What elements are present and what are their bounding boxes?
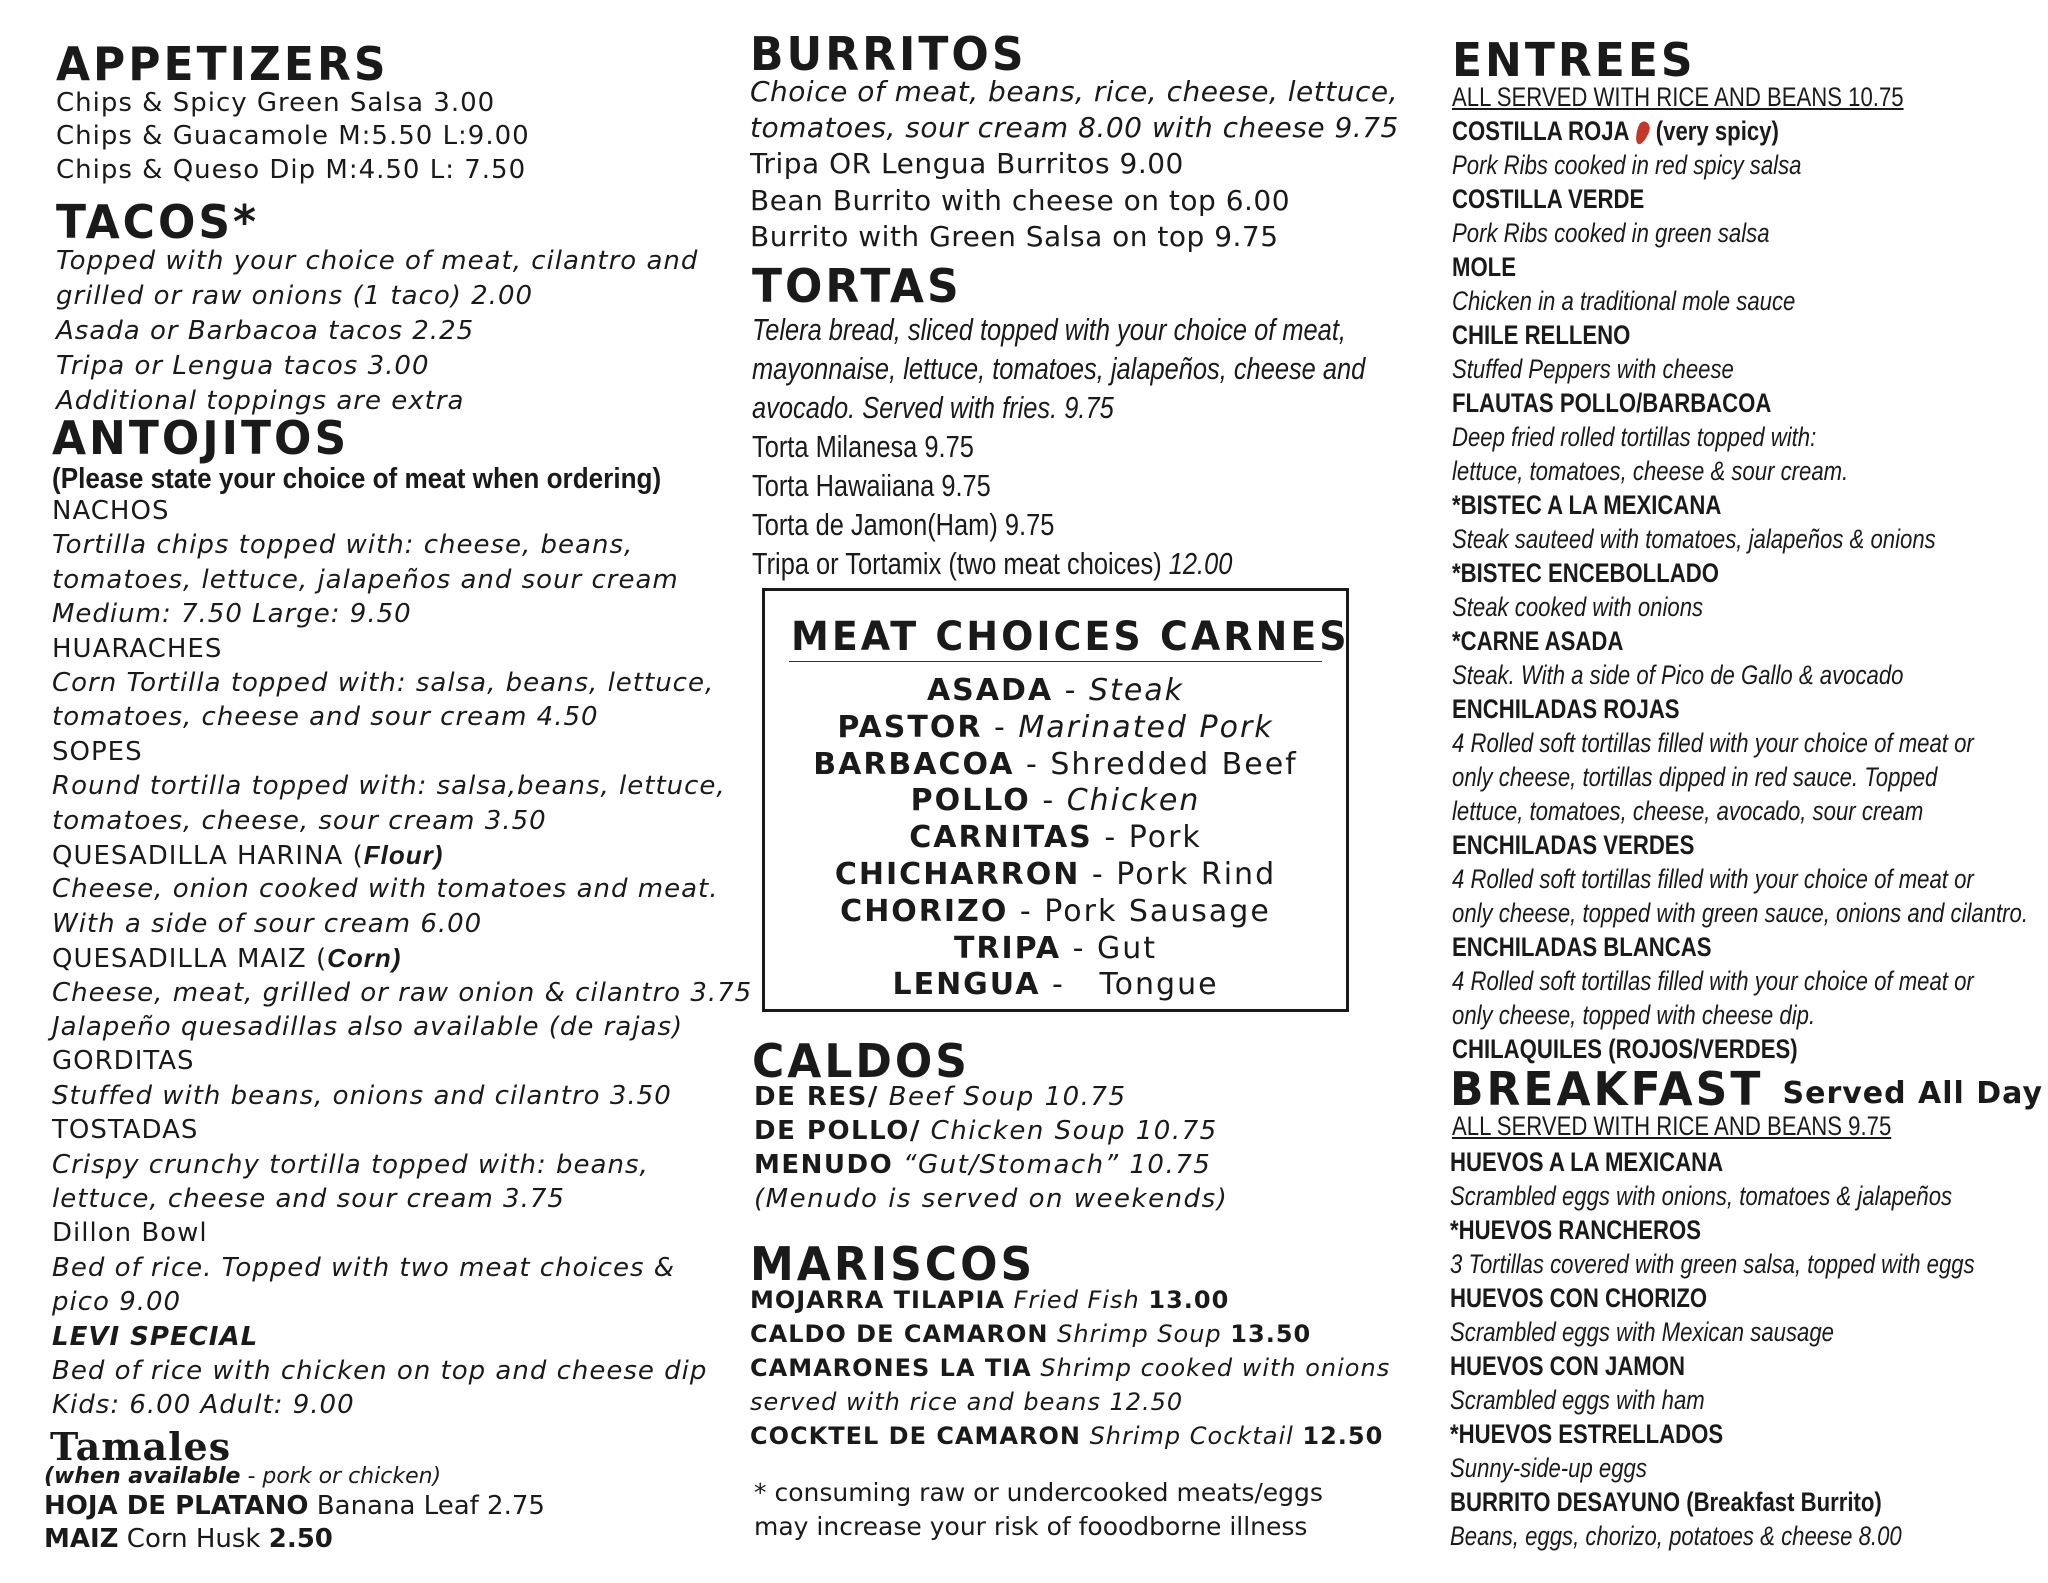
tacos-line: Asada or Barbacoa tacos 2.25 xyxy=(56,316,475,346)
tamales-line-rest: Corn Husk xyxy=(118,1524,269,1554)
meat-choices-divider xyxy=(789,661,1322,662)
meat-choice xyxy=(765,710,1346,745)
meat-choices-box xyxy=(762,588,1349,1012)
entree-desc: Stuffed Peppers with cheese xyxy=(1452,354,1734,384)
antojito-name xyxy=(52,1218,208,1248)
antojito-name xyxy=(52,1115,198,1145)
entree-desc: Pork Ribs cooked in green salsa xyxy=(1452,218,1770,248)
antojito-name xyxy=(52,1046,195,1076)
meat-choice-desc: Gut xyxy=(1097,930,1158,966)
antojitos-title: ANTOJITOS xyxy=(52,412,350,466)
meat-choice-desc: Marinated Pork xyxy=(1018,709,1274,745)
meat-choice xyxy=(765,931,1346,966)
caldo-name: MENUDO xyxy=(754,1150,894,1180)
mariscos-title: MARISCOS xyxy=(750,1238,1036,1292)
breakfast-name: *HUEVOS ESTRELLADOS xyxy=(1450,1419,1724,1449)
meat-choice xyxy=(765,894,1346,929)
antojito-name-extra: Flour) xyxy=(363,840,444,870)
breakfast-name: BURRITO DESAYUNO (Breakfast Burrito) xyxy=(1450,1487,1882,1517)
marisco-item xyxy=(750,1320,1311,1348)
marisco-desc: Shrimp cooked with onions xyxy=(1031,1354,1391,1382)
meat-choice xyxy=(765,820,1346,855)
meat-choice-desc: Shredded Beef xyxy=(1050,746,1298,782)
entree-name xyxy=(1452,1034,1798,1065)
meat-choice-sep: - xyxy=(982,709,1019,745)
meat-choice-name: ASADA xyxy=(926,673,1054,708)
tacos-line: Tripa or Lengua tacos 3.00 xyxy=(56,351,430,381)
antojitos-note: (Please state your choice of meat when ordering) xyxy=(52,463,662,495)
antojito-name-text: NACHOS xyxy=(52,496,170,526)
antojito-name-text: SOPES xyxy=(52,736,143,767)
marisco-name: MOJARRA TILAPIA xyxy=(750,1286,1005,1314)
meat-choice-desc: Pork Rind xyxy=(1116,857,1277,892)
tamales-availability-rest: - pork or chicken) xyxy=(240,1464,442,1489)
warning-line: may increase your risk of fooodborne illness xyxy=(754,1512,1308,1541)
tacos-line: Additional toppings are extra xyxy=(56,386,465,416)
meat-choice-sep: - xyxy=(1092,820,1129,856)
entree-name-text: ENCHILADAS ROJAS xyxy=(1452,694,1680,724)
marisco-price: 13.50 xyxy=(1230,1320,1312,1348)
caldo-item xyxy=(754,1116,1218,1146)
tortas-title: TORTAS xyxy=(752,260,962,314)
antojito-desc: Cheese, onion cooked with tomatoes and meat. xyxy=(52,874,719,905)
entrees-title: ENTREES xyxy=(1452,34,1696,88)
caldos-title: CALDOS xyxy=(752,1035,970,1089)
tortas-desc: Telera bread, sliced topped with your choice of meat, xyxy=(752,312,1346,347)
entree-name-text: FLAUTAS POLLO/BARBACOA xyxy=(1452,388,1772,418)
tamales-line-price: 2.50 xyxy=(268,1524,333,1554)
antojito-name-text: HUARACHES xyxy=(52,633,223,664)
warning-line: * consuming raw or undercooked meats/eggs xyxy=(754,1478,1323,1507)
entree-spicy-note: (very spicy) xyxy=(1655,116,1779,146)
entree-name-text: *BISTEC A LA MEXICANA xyxy=(1452,490,1722,520)
tamales-line-name: HOJA DE PLATANO xyxy=(44,1491,309,1521)
entree-desc: only cheese, tortillas dipped in red sauce. Topped xyxy=(1452,762,1938,792)
marisco-desc: Shrimp Cocktail xyxy=(1080,1422,1303,1450)
meat-choice xyxy=(765,747,1346,782)
breakfast-desc: Beans, eggs, chorizo, potatoes & cheese 8.00 xyxy=(1450,1521,1902,1551)
entree-desc: Deep fried rolled tortillas topped with: xyxy=(1452,422,1817,452)
marisco-price: 13.00 xyxy=(1148,1286,1230,1314)
meat-choice-sep: - xyxy=(1080,857,1117,892)
breakfast-desc: Scrambled eggs with Mexican sausage xyxy=(1450,1317,1834,1347)
tamales-availability-bold: (when available xyxy=(44,1464,241,1489)
antojito-desc: tomatoes, cheese, sour cream 3.50 xyxy=(52,805,547,836)
antojito-name-extra: Corn) xyxy=(327,943,402,974)
meat-choice-name: PASTOR xyxy=(837,709,983,745)
marisco-item xyxy=(750,1354,1390,1382)
breakfast-subtitle: ALL SERVED WITH RICE AND BEANS 9.75 xyxy=(1452,1111,1892,1141)
entree-name xyxy=(1452,252,1516,283)
meat-choice-name: LENGUA xyxy=(892,967,1041,1003)
entree-desc: Pork Ribs cooked in red spicy salsa xyxy=(1452,150,1802,180)
entree-name xyxy=(1452,184,1644,215)
meat-choice-name: CARNITAS xyxy=(909,820,1093,856)
antojito-desc: Medium: 7.50 Large: 9.50 xyxy=(52,599,412,630)
antojito-desc: Corn Tortilla topped with: salsa, beans, lettuce, xyxy=(52,668,715,698)
entree-name-text: CHILAQUILES (ROJOS/VERDES) xyxy=(1452,1034,1798,1064)
antojito-desc: Bed of rice with chicken on top and cheese dip xyxy=(52,1356,708,1386)
caldos-note: (Menudo is served on weekends) xyxy=(754,1184,1229,1214)
caldo-name: DE RES/ xyxy=(754,1082,879,1112)
caldo-item xyxy=(754,1150,1211,1180)
breakfast-desc: Scrambled eggs with onions, tomatoes & jalapeños xyxy=(1450,1181,1953,1211)
meat-choice-sep: - xyxy=(1014,746,1051,782)
entree-name xyxy=(1452,830,1694,861)
entree-name xyxy=(1452,116,1779,147)
entree-name-text: CHILE RELLENO xyxy=(1452,320,1631,350)
burritos-line: Burrito with Green Salsa on top 9.75 xyxy=(750,220,1279,253)
antojito-desc: tomatoes, lettuce, jalapeños and sour cream xyxy=(52,564,679,595)
antojito-name-text: GORDITAS xyxy=(52,1046,195,1077)
antojito-desc: Cheese, meat, grilled or raw onion & cilantro 3.75 xyxy=(52,977,753,1008)
entree-name xyxy=(1452,932,1712,963)
appetizer-line: Chips & Spicy Green Salsa 3.00 xyxy=(56,88,496,118)
antojito-name-text: QUESADILLA HARINA ( xyxy=(52,841,364,871)
caldo-desc: Chicken Soup 10.75 xyxy=(920,1116,1218,1146)
antojito-desc: Kids: 6.00 Adult: 9.00 xyxy=(52,1390,355,1421)
antojito-name xyxy=(52,943,401,974)
tortas-desc: mayonnaise, lettuce, tomatoes, jalapeños, cheese and xyxy=(752,351,1366,386)
entree-desc: lettuce, tomatoes, cheese & sour cream. xyxy=(1452,456,1849,486)
tortas-last-name: Tripa or Tortamix (two meat choices) xyxy=(752,546,1169,581)
breakfast-desc: Scrambled eggs with ham xyxy=(1450,1385,1705,1415)
meat-choice-sep: - xyxy=(1061,930,1098,966)
entree-desc: only cheese, topped with green sauce, onions and cilantro. xyxy=(1452,898,2029,928)
tortas-line xyxy=(752,546,1232,582)
meat-choice-desc: Tongue xyxy=(1099,967,1219,1003)
entree-name xyxy=(1452,694,1680,725)
entree-desc: lettuce, tomatoes, cheese, avocado, sour cream xyxy=(1452,796,1924,826)
antojito-name xyxy=(52,1322,258,1352)
meat-choice xyxy=(765,967,1346,1002)
entree-desc: Steak cooked with onions xyxy=(1452,592,1704,622)
breakfast-desc: Sunny-side-up eggs xyxy=(1450,1453,1647,1483)
caldo-name: DE POLLO/ xyxy=(754,1116,921,1146)
tamales-line xyxy=(44,1491,545,1521)
chili-pepper-icon xyxy=(1632,119,1651,147)
tortas-line: Torta Hawaiiana 9.75 xyxy=(752,468,991,503)
appetizer-line: Chips & Guacamole M:5.50 L:9.00 xyxy=(56,121,530,151)
entree-name-text: COSTILLA VERDE xyxy=(1452,184,1645,214)
meat-choices-title: MEAT CHOICES CARNES xyxy=(791,613,1350,660)
breakfast-desc: 3 Tortillas covered with green salsa, topped with eggs xyxy=(1450,1249,1975,1279)
antojito-desc: With a side of sour cream 6.00 xyxy=(52,908,483,939)
tortas-last-price: 12.00 xyxy=(1168,546,1233,581)
entree-desc: Steak. With a side of Pico de Gallo & avocado xyxy=(1452,660,1904,690)
entree-name xyxy=(1452,490,1721,521)
antojito-name-text: LEVI SPECIAL xyxy=(52,1321,259,1352)
entree-desc: 4 Rolled soft tortillas filled with your choice of meat or xyxy=(1452,728,1974,758)
marisco-price: 12.50 xyxy=(1302,1422,1384,1450)
appetizer-line: Chips & Queso Dip M:4.50 L: 7.50 xyxy=(56,155,527,185)
caldo-desc: Beef Soup 10.75 xyxy=(878,1082,1127,1112)
marisco-desc: Fried Fish xyxy=(1004,1286,1149,1314)
tacos-line: grilled or raw onions (1 taco) 2.00 xyxy=(56,281,534,311)
meat-choice xyxy=(765,783,1346,818)
marisco-name: CAMARONES LA TIA xyxy=(750,1354,1032,1382)
entree-desc: 4 Rolled soft tortillas filled with your choice of meat or xyxy=(1452,864,1974,894)
antojito-desc: pico 9.00 xyxy=(52,1287,182,1318)
antojito-desc: lettuce, cheese and sour cream 3.75 xyxy=(52,1184,565,1214)
antojito-desc: Tortilla chips topped with: cheese, beans, xyxy=(52,530,634,561)
entree-name-text: COSTILLA ROJA xyxy=(1452,116,1630,146)
meat-choice-desc: Pork xyxy=(1128,820,1202,856)
marisco-cont: served with rice and beans 12.50 xyxy=(750,1388,1184,1416)
caldo-item xyxy=(754,1082,1127,1112)
appetizers-title: APPETIZERS xyxy=(56,38,389,92)
breakfast-served: Served All Day xyxy=(1782,1076,2044,1111)
antojito-name-text: TOSTADAS xyxy=(52,1115,199,1146)
marisco-name: COCKTEL DE CAMARON xyxy=(750,1422,1081,1450)
tacos-title: TACOS* xyxy=(56,196,260,250)
entree-name-text: ENCHILADAS VERDES xyxy=(1452,830,1695,860)
meat-choice-sep: - xyxy=(1053,673,1090,708)
marisco-item xyxy=(750,1286,1229,1314)
entree-desc: 4 Rolled soft tortillas filled with your choice of meat or xyxy=(1452,966,1974,996)
entree-name-text: *BISTEC ENCEBOLLADO xyxy=(1452,558,1719,588)
marisco-item xyxy=(750,1422,1383,1450)
meat-choice-name: BARBACOA xyxy=(813,746,1015,782)
meat-choice xyxy=(765,673,1346,708)
antojito-desc: tomatoes, cheese and sour cream 4.50 xyxy=(52,702,599,733)
meat-choice-name: CHORIZO xyxy=(840,893,1009,929)
marisco-desc: Shrimp Soup xyxy=(1048,1320,1231,1348)
tacos-line: Topped with your choice of meat, cilantro and xyxy=(56,246,699,276)
meat-choice-desc: Steak xyxy=(1089,673,1185,708)
burritos-desc: tomatoes, sour cream 8.00 with cheese 9.75 xyxy=(750,111,1399,144)
breakfast-name: *HUEVOS RANCHEROS xyxy=(1450,1215,1701,1245)
tamales-line-name: MAIZ xyxy=(44,1524,119,1554)
meat-choice xyxy=(765,857,1346,892)
tamales-availability xyxy=(44,1464,441,1489)
breakfast-name: HUEVOS A LA MEXICANA xyxy=(1450,1147,1724,1177)
meat-choice-name: CHICHARRON xyxy=(834,857,1081,892)
meat-choice-name: TRIPA xyxy=(953,930,1062,966)
entree-desc: only cheese, topped with cheese dip. xyxy=(1452,1000,1816,1030)
meat-choice-desc: Chicken xyxy=(1066,783,1201,819)
entree-name xyxy=(1452,558,1719,589)
tamales-title: Tamales xyxy=(50,1424,232,1469)
entree-name-text: ENCHILADAS BLANCAS xyxy=(1452,932,1712,962)
tamales-line-rest: Banana Leaf 2.75 xyxy=(308,1491,545,1521)
burritos-line: Tripa OR Lengua Burritos 9.00 xyxy=(750,147,1184,180)
tamales-line xyxy=(44,1524,333,1554)
tortas-line: Torta Milanesa 9.75 xyxy=(752,429,974,464)
caldo-desc: “Gut/Stomach” 10.75 xyxy=(893,1150,1212,1180)
entree-desc: Chicken in a traditional mole sauce xyxy=(1452,286,1796,316)
entree-desc: Steak sauteed with tomatoes, jalapeños & onions xyxy=(1452,524,1936,554)
breakfast-name: HUEVOS CON CHORIZO xyxy=(1450,1283,1708,1313)
antojito-name xyxy=(52,840,443,871)
meat-choice-sep: - xyxy=(1030,783,1067,819)
tortas-line: Torta de Jamon(Ham) 9.75 xyxy=(752,507,1055,542)
antojito-desc: Stuffed with beans, onions and cilantro 3.50 xyxy=(52,1080,672,1111)
meat-choice-sep: - xyxy=(1040,967,1100,1003)
entree-name xyxy=(1452,320,1630,351)
burritos-line: Bean Burrito with cheese on top 6.00 xyxy=(750,184,1291,217)
antojito-desc: Bed of rice. Topped with two meat choices & xyxy=(52,1252,676,1283)
breakfast-name: HUEVOS CON JAMON xyxy=(1450,1351,1685,1381)
antojito-desc: Jalapeño quesadillas also available (de rajas) xyxy=(52,1012,684,1042)
entree-name xyxy=(1452,626,1623,657)
breakfast-title: BREAKFAST xyxy=(1450,1063,1764,1117)
antojito-desc: Crispy crunchy tortilla topped with: beans, xyxy=(52,1149,649,1180)
antojito-name-text: QUESADILLA MAIZ ( xyxy=(52,944,328,975)
meat-choice-sep: - xyxy=(1008,893,1045,929)
tortas-desc: avocado. Served with fries. 9.75 xyxy=(752,390,1114,425)
antojito-name xyxy=(52,496,169,526)
entree-name-text: *CARNE ASADA xyxy=(1452,626,1624,656)
burritos-title: BURRITOS xyxy=(750,28,1027,82)
burritos-desc: Choice of meat, beans, rice, cheese, lettuce, xyxy=(750,75,1399,108)
breakfast-heading xyxy=(1450,1063,2044,1117)
entree-name xyxy=(1452,388,1771,419)
antojito-name-text: Dillon Bowl xyxy=(52,1218,208,1249)
meat-choice-name: POLLO xyxy=(910,783,1031,819)
marisco-name: CALDO DE CAMARON xyxy=(750,1320,1049,1348)
entree-name-text: MOLE xyxy=(1452,252,1516,282)
entrees-subtitle: ALL SERVED WITH RICE AND BEANS 10.75 xyxy=(1452,82,1904,112)
antojito-desc: Round tortilla topped with: salsa,beans, lettuce, xyxy=(52,771,726,802)
meat-choice-desc: Pork Sausage xyxy=(1044,893,1271,929)
antojito-name xyxy=(52,737,143,767)
antojito-name xyxy=(52,634,222,664)
